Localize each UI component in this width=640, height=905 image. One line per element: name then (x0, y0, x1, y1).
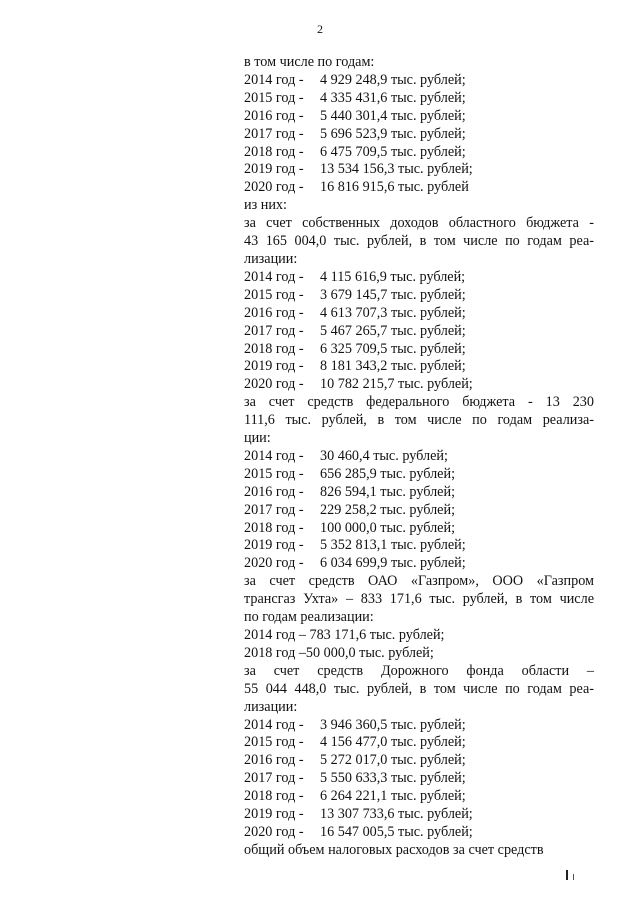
year-label: 2018 год - (244, 143, 304, 160)
paragraph-line: 111,6 тыс. рублей, в том числе по годам реализа- (244, 412, 594, 429)
year-list (244, 269, 594, 394)
year-row (244, 144, 594, 162)
year-row (244, 555, 594, 573)
year-row (244, 179, 594, 197)
year-row (244, 770, 594, 788)
year-amount: 5 467 265,7 тыс. рублей; (320, 322, 466, 339)
year-row (244, 323, 594, 341)
year-row (244, 341, 594, 359)
paragraph-line: 55 044 448,0 тыс. рублей, в том числе по годам реа- (244, 680, 594, 697)
year-label: 2018 год - (244, 519, 304, 536)
year-label: 2015 год - (244, 465, 304, 482)
year-amount: 4 115 616,9 тыс. рублей; (320, 268, 466, 285)
paragraph-line: за счет собственных доходов областного бюджета - (244, 215, 594, 232)
year-amount: 229 258,2 тыс. рублей; (320, 501, 456, 518)
year-amount: 6 325 709,5 тыс. рублей; (320, 340, 466, 357)
year-amount: 6 475 709,5 тыс. рублей; (320, 143, 466, 160)
year-amount: 16 547 005,5 тыс. рублей; (320, 823, 473, 840)
year-row (244, 376, 594, 394)
year-row (244, 358, 594, 376)
year-row (244, 72, 594, 90)
paragraph (244, 663, 594, 717)
year-row (244, 269, 594, 287)
year-amount: 4 929 248,9 тыс. рублей; (320, 71, 466, 88)
year-amount: 5 272 017,0 тыс. рублей; (320, 752, 466, 769)
text-line: 2018 год –50 000,0 тыс. рублей; (244, 644, 434, 661)
year-label: 2015 год - (244, 89, 304, 106)
year-amount: 4 156 477,0 тыс. рублей; (320, 734, 466, 751)
year-row (244, 734, 594, 752)
year-label: 2018 год - (244, 340, 304, 357)
paragraph (244, 573, 594, 627)
year-label: 2020 год - (244, 179, 304, 196)
year-label: 2014 год - (244, 716, 304, 733)
text-line: в том числе по годам: (244, 54, 375, 70)
year-label: 2019 год - (244, 161, 304, 178)
year-row (244, 90, 594, 108)
year-label: 2016 год - (244, 483, 304, 500)
year-row (244, 161, 594, 179)
year-label: 2019 год - (244, 537, 304, 554)
year-row (244, 752, 594, 770)
year-list (244, 717, 594, 842)
paragraph-line: за счет средств федерального бюджета - 13 230 (244, 394, 594, 411)
year-amount: 13 307 733,6 тыс. рублей; (320, 806, 473, 823)
paragraph-line: 43 165 004,0 тыс. рублей, в том числе по годам реа- (244, 233, 594, 250)
year-row (244, 717, 594, 735)
year-row (244, 806, 594, 824)
year-label: 2015 год - (244, 286, 304, 303)
page-number: 2 (317, 22, 323, 36)
year-label: 2020 год - (244, 376, 304, 393)
year-list (244, 448, 594, 573)
year-label: 2015 год - (244, 734, 304, 751)
year-label: 2014 год - (244, 447, 304, 464)
year-row (244, 484, 594, 502)
scan-mark (566, 870, 568, 880)
year-amount: 16 816 915,6 тыс. рублей (320, 179, 469, 196)
year-row (244, 824, 594, 842)
year-row (244, 502, 594, 520)
year-amount: 656 285,9 тыс. рублей; (320, 465, 456, 482)
year-amount: 10 782 215,7 тыс. рублей; (320, 376, 473, 393)
year-label: 2014 год - (244, 268, 304, 285)
paragraph-line: за счет средств ОАО «Газпром», ООО «Газпром (244, 573, 594, 590)
year-amount: 5 550 633,3 тыс. рублей; (320, 770, 466, 787)
scan-mark (573, 874, 574, 880)
year-amount: 4 335 431,6 тыс. рублей; (320, 89, 466, 106)
year-label: 2018 год - (244, 788, 304, 805)
year-amount: 3 946 360,5 тыс. рублей; (320, 716, 466, 733)
year-label: 2016 год - (244, 107, 304, 124)
year-label: 2016 год - (244, 304, 304, 321)
year-label: 2017 год - (244, 770, 304, 787)
paragraph-line: трансгаз Ухта» – 833 171,6 тыс. рублей, в том числе (244, 591, 594, 608)
year-row (244, 108, 594, 126)
year-row (244, 287, 594, 305)
year-amount: 5 352 813,1 тыс. рублей; (320, 537, 466, 554)
paragraph (244, 394, 594, 448)
text-line: из них: (244, 197, 287, 214)
year-amount: 6 034 699,9 тыс. рублей; (320, 555, 466, 572)
year-amount: 8 181 343,2 тыс. рублей; (320, 358, 466, 375)
paragraph-line: лизации: (244, 250, 298, 267)
paragraph-line: ции: (244, 430, 271, 447)
year-amount: 4 613 707,3 тыс. рублей; (320, 304, 466, 321)
year-list (244, 72, 594, 197)
year-amount: 3 679 145,7 тыс. рублей; (320, 286, 466, 303)
year-label: 2014 год - (244, 71, 304, 88)
year-label: 2020 год - (244, 555, 304, 572)
text-line: 2014 год – 783 171,6 тыс. рублей; (244, 627, 445, 643)
year-label: 2019 год - (244, 358, 304, 375)
year-label: 2016 год - (244, 752, 304, 769)
year-label: 2019 год - (244, 806, 304, 823)
document-body (244, 54, 594, 860)
paragraph (244, 215, 594, 269)
year-row (244, 466, 594, 484)
paragraph-line: за счет средств Дорожного фонда области – (244, 662, 594, 679)
year-label: 2020 год - (244, 823, 304, 840)
year-row (244, 305, 594, 323)
year-amount: 30 460,4 тыс. рублей; (320, 447, 448, 464)
text-line: общий объем налоговых расходов за счет средств (244, 841, 544, 858)
year-label: 2017 год - (244, 322, 304, 339)
paragraph-line: лизации: (244, 698, 298, 715)
year-row (244, 448, 594, 466)
year-label: 2017 год - (244, 125, 304, 142)
year-row (244, 126, 594, 144)
year-amount: 6 264 221,1 тыс. рублей; (320, 788, 466, 805)
year-label: 2017 год - (244, 501, 304, 518)
year-amount: 5 696 523,9 тыс. рублей; (320, 125, 466, 142)
year-amount: 826 594,1 тыс. рублей; (320, 483, 456, 500)
year-amount: 13 534 156,3 тыс. рублей; (320, 161, 473, 178)
year-row (244, 520, 594, 538)
paragraph-line: по годам реализации: (244, 609, 374, 626)
year-row (244, 537, 594, 555)
year-row (244, 788, 594, 806)
year-amount: 100 000,0 тыс. рублей; (320, 519, 456, 536)
year-amount: 5 440 301,4 тыс. рублей; (320, 107, 466, 124)
